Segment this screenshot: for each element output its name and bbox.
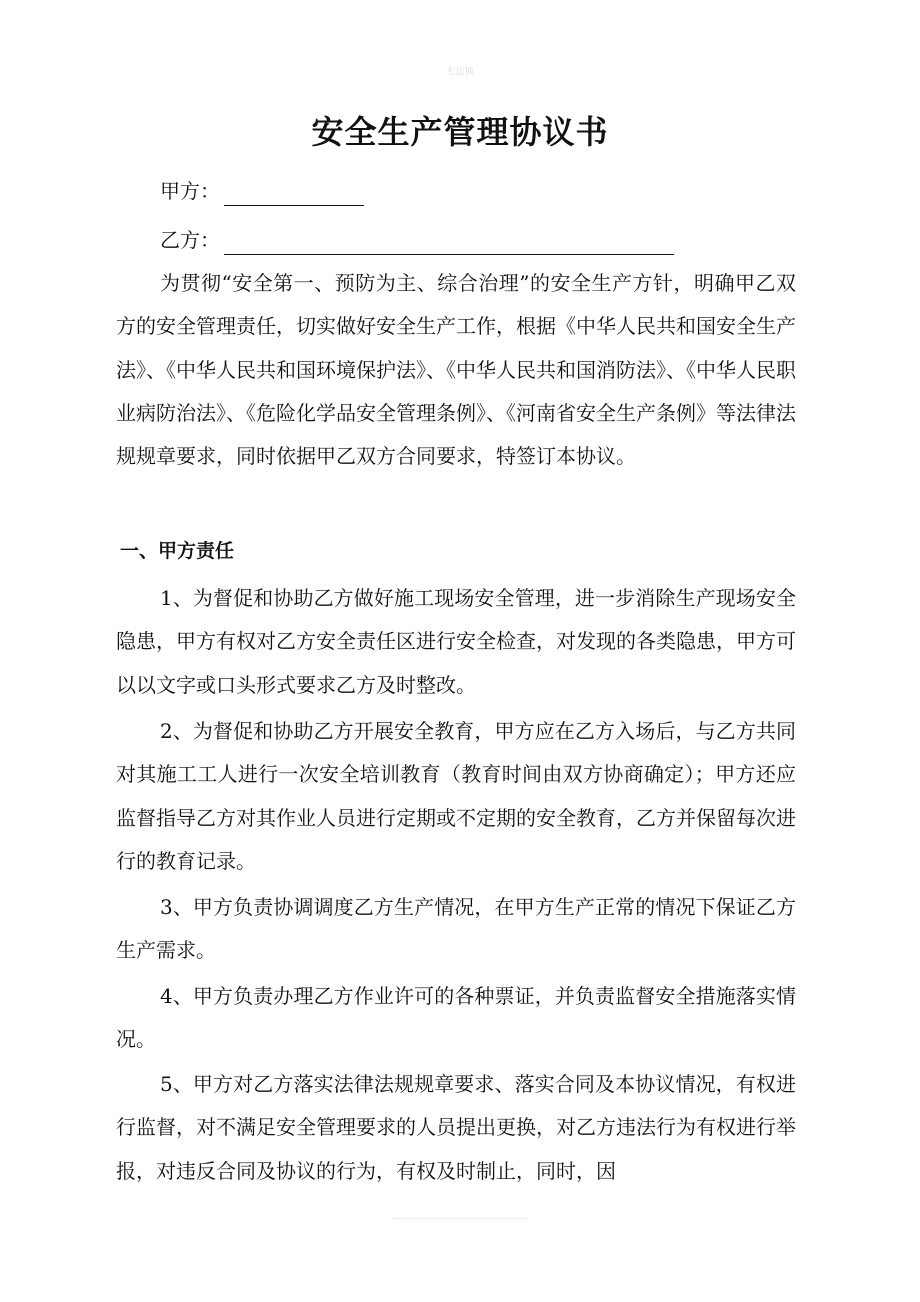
clause-4: 4、甲方负责办理乙方作业许可的各种票证，并负责监督安全措施落实情况。 xyxy=(116,984,796,1052)
document-title: 安全生产管理协议书 xyxy=(311,113,609,151)
clause-2: 2、为督促和协助乙方开展安全教育，甲方应在乙方入场后，与乙方共同对其施工工人进行一次安全培训教育（教育时间由双方协商确定）；甲方还应监督指导乙方对其作业人员进行定期或不定期的安全教育，乙方并保留每次进行的教育记录。 xyxy=(116,719,796,873)
party-b-line xyxy=(160,225,674,255)
party-a-label: 甲方： xyxy=(160,179,220,203)
party-a-line xyxy=(160,176,364,206)
party-a-blank xyxy=(224,179,364,206)
clause-1: 1、为督促和协助乙方做好施工现场安全管理，进一步消除生产现场安全隐患，甲方有权对乙方安全责任区进行安全检查，对发现的各类隐患，甲方可以以文字或口头形式要求乙方及时整改。 xyxy=(116,586,796,697)
section-heading-party-a: 一、甲方责任 xyxy=(120,540,235,562)
header-watermark: 左边顶 xyxy=(446,67,474,77)
clause-3: 3、甲方负责协调调度乙方生产情况，在甲方生产正常的情况下保证乙方生产需求。 xyxy=(116,895,796,963)
intro-paragraph: 为贯彻“安全第一、预防为主、综合治理”的安全生产方针，明确甲乙双方的安全管理责任，切实做好安全生产工作，根据《中华人民共和国安全生产法》、《中华人民共和国环境保护法》、《中华人民共和国消防法》、《中华人民职业病防治法》、《危险化学品安全管理条例》、《河南省安全生产条例》等法律法规规章要求，同时依据甲乙双方合同要求，特签订本协议。 xyxy=(116,271,796,469)
clause-5: 5、甲方对乙方落实法律法规规章要求、落实合同及本协议情况，有权进行监督，对不满足安全管理要求的人员提出更换，对乙方违法行为有权进行举报，对违反合同及协议的行为，有权及时制止，同时，因 xyxy=(116,1072,796,1183)
party-b-label: 乙方： xyxy=(160,228,220,252)
party-b-blank xyxy=(224,228,674,255)
footer-divider xyxy=(392,1218,528,1219)
